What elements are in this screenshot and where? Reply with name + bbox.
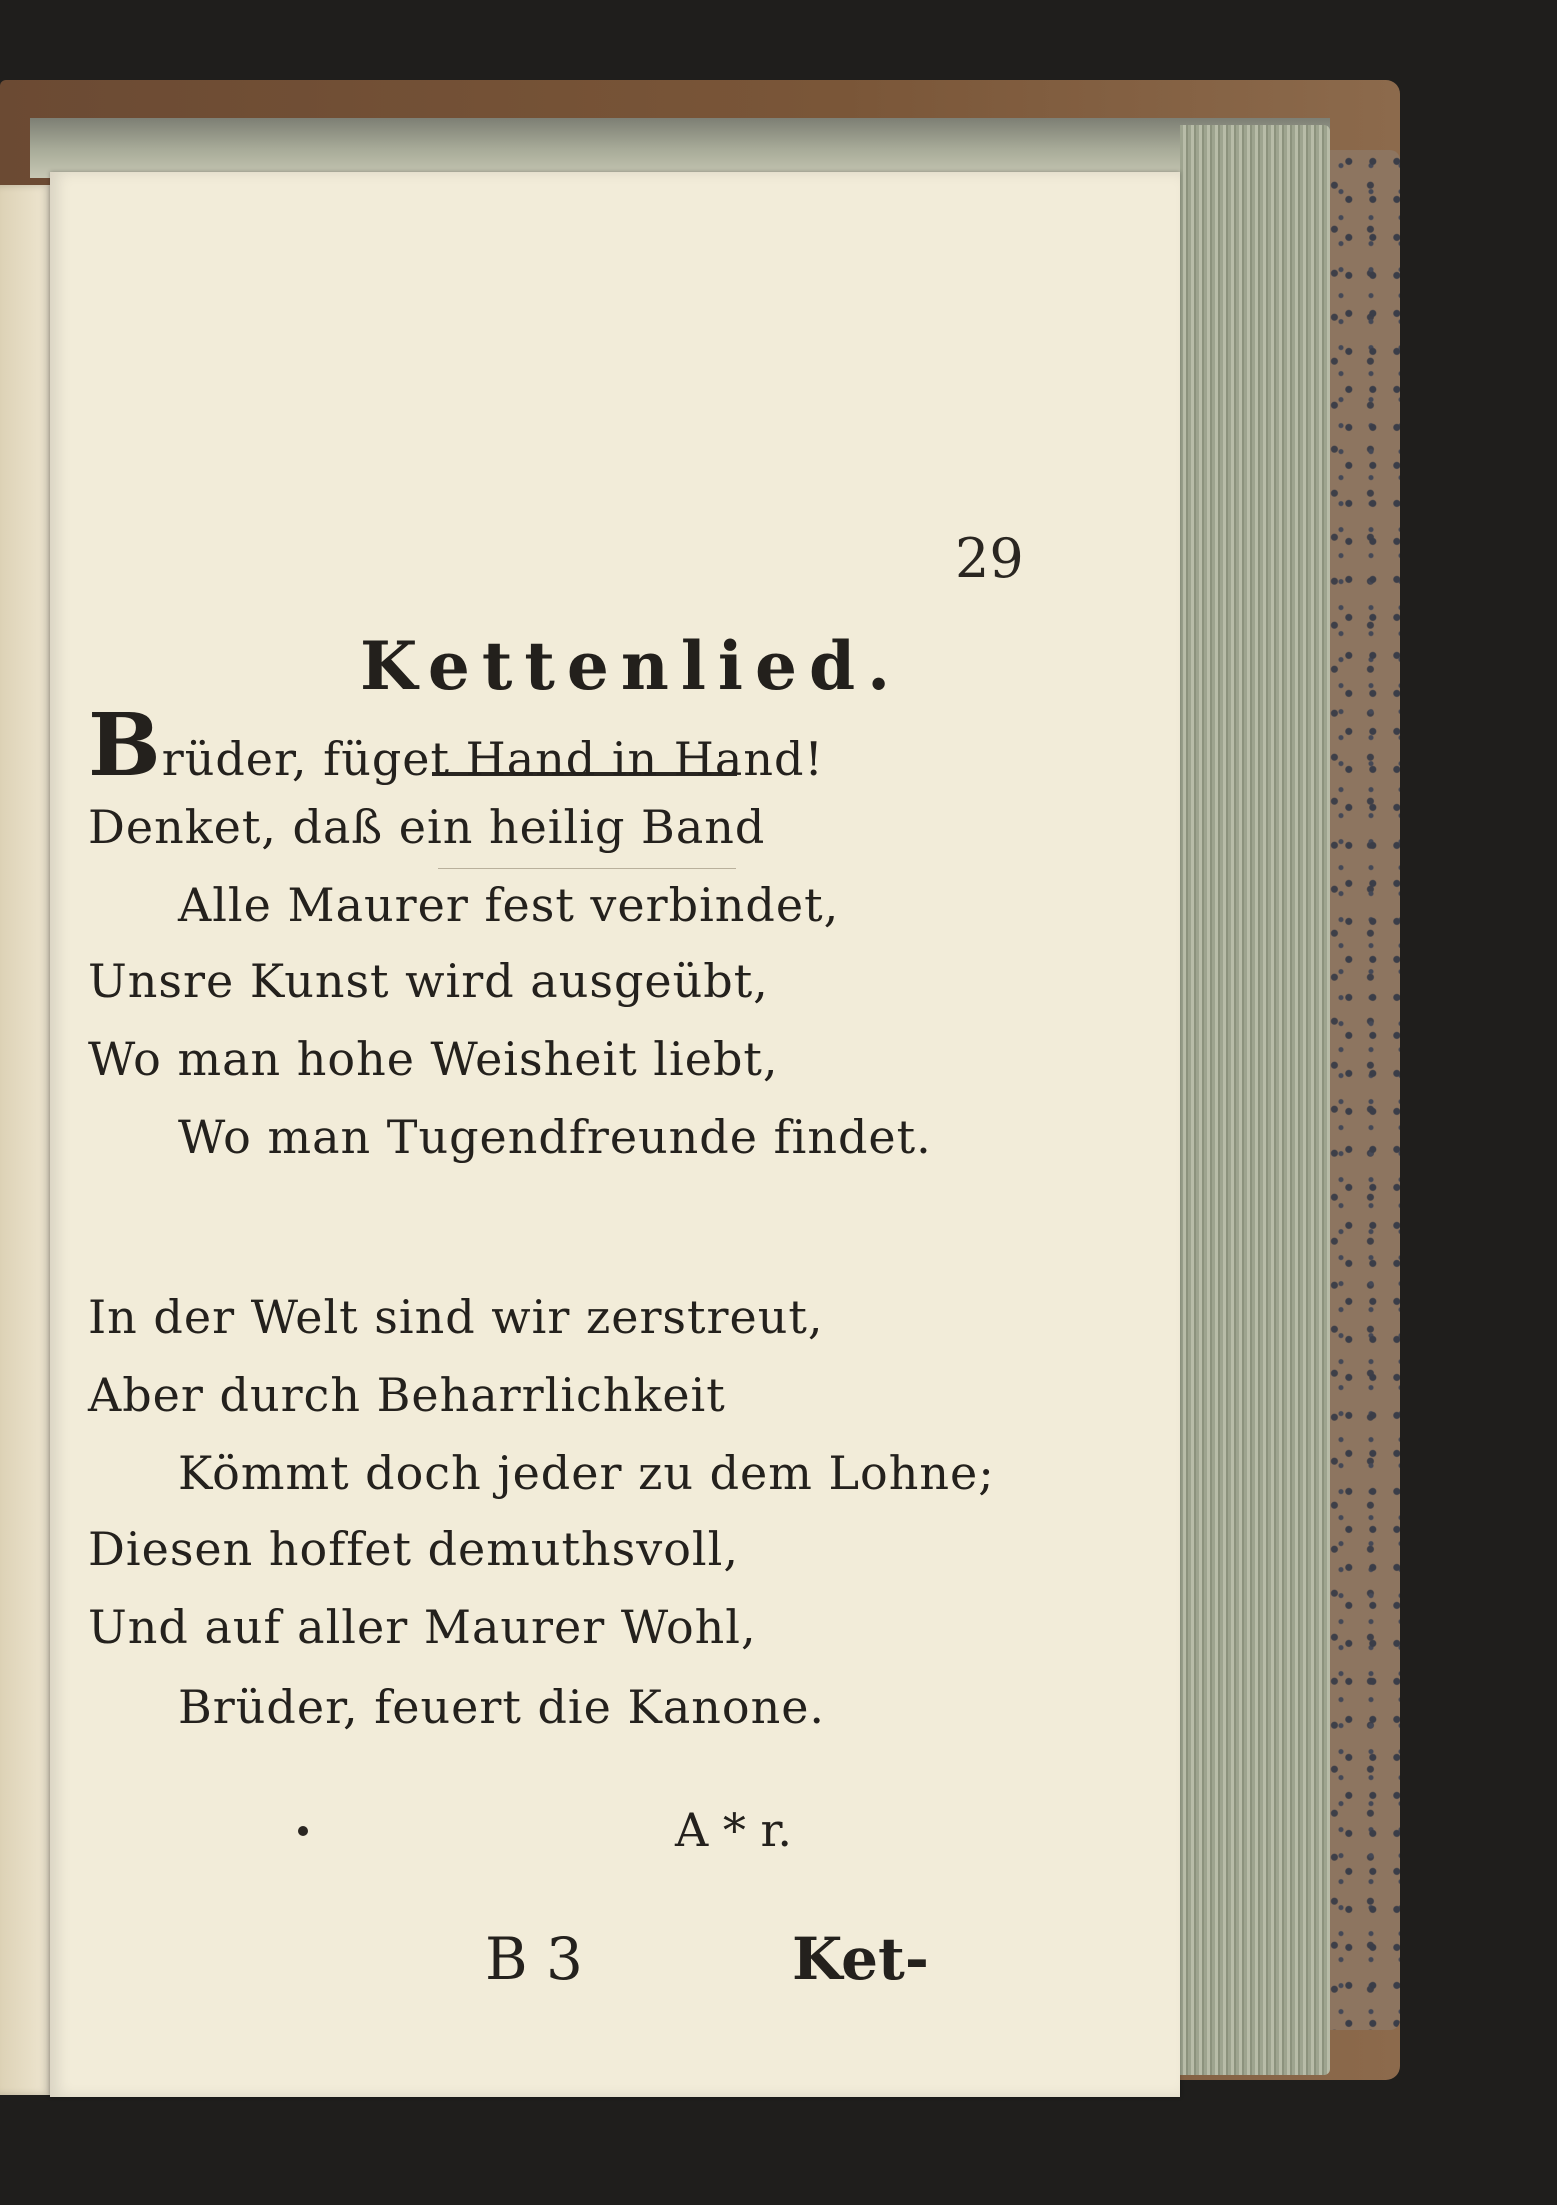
printer-signature-mark: B 3 <box>485 1925 583 1993</box>
author-signature: A * r. <box>675 1803 793 1857</box>
poem-line: Wo man hohe Weisheit liebt, <box>88 1032 779 1086</box>
poem-line <box>88 695 824 796</box>
poem-line: Und auf aller Maurer Wohl, <box>88 1600 757 1654</box>
catchword: Ket- <box>792 1925 929 1993</box>
page-fore-edge <box>1180 125 1330 2075</box>
poem-line: Unsre Kunst wird ausgeübt, <box>88 954 769 1008</box>
facing-page-sliver <box>0 185 52 2095</box>
poem-title: Kettenlied. <box>360 627 903 705</box>
ornament-dot <box>298 1826 308 1836</box>
page-block-top-edge <box>30 118 1330 178</box>
poem-line-text: rüder, füget Hand in Hand! <box>161 732 824 786</box>
book-page <box>50 172 1180 2097</box>
poem-line: Kömmt doch jeder zu dem Lohne; <box>178 1446 995 1500</box>
poem-line: Brüder, feuert die Kanone. <box>178 1680 826 1734</box>
poem-line: In der Welt sind wir zerstreut, <box>88 1290 824 1344</box>
drop-cap: B <box>88 695 162 796</box>
poem-line: Wo man Tugendfreunde findet. <box>178 1110 932 1164</box>
poem-line: Diesen hoffet demuthsvoll, <box>88 1522 739 1576</box>
page-number: 29 <box>955 527 1024 590</box>
poem-line: Denket, daß ein heilig Band <box>88 800 766 854</box>
poem-line: Alle Maurer fest verbindet, <box>178 878 840 932</box>
book-cover-edge <box>1320 150 1400 2030</box>
bleed-through-rule <box>438 868 736 869</box>
poem-line: Aber durch Beharrlichkeit <box>88 1368 726 1422</box>
